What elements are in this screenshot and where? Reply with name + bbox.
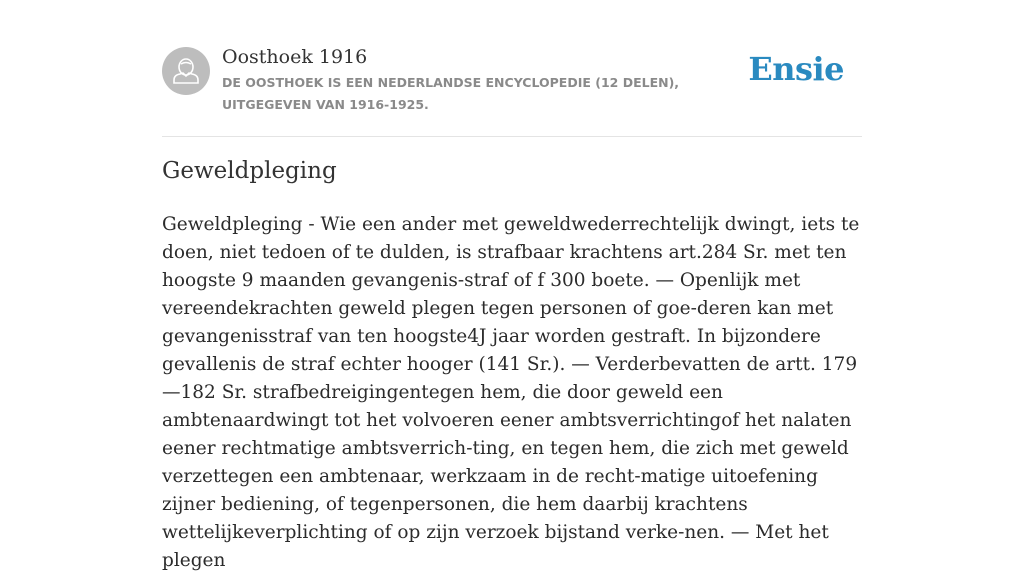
ensie-logo[interactable]: Ensie <box>748 50 844 88</box>
article-title: Geweldpleging <box>162 158 337 184</box>
article-body: Geweldpleging - Wie een ander met geweldwederrechtelijk dwingt, iets te doen, niet tedoen of te dulden, is strafbaar krachtens art.284 Sr. met ten hoogste 9 maanden gevangenis-straf of f 300 boete. — Openlijk met vereendekrachten geweld plegen tegen personen of goe-deren kan met gevangenisstraf van ten hoogste4J jaar worden gestraft. In bijzondere gevallenis de straf echter hooger (141 Sr.). — Verderbevatten de artt. 179 —182 Sr. strafbedreigingentegen hem, die door geweld een ambtenaardwingt tot het volvoeren eener ambtsverrichtingof het nalaten eener rechtmatige ambtsverrich-ting, en tegen hem, die zich met geweld verzettegen een ambtenaar, werkzaam in de recht-matige uitoefening zijner bediening, of tegenpersonen, die hem daarbij krachtens wettelijkeverplichting of op zijn verzoek bijstand verke-nen. — Met het plegen <box>162 214 860 571</box>
user-silhouette-icon <box>162 47 210 95</box>
source-header <box>162 46 862 137</box>
avatar[interactable] <box>162 47 210 95</box>
source-description: DE OOSTHOEK IS EEN NEDERLANDSE ENCYCLOPEDIE (12 DELEN), UITGEGEVEN VAN 1916-1925. <box>222 75 680 112</box>
source-title[interactable]: Oosthoek 1916 <box>222 46 368 68</box>
